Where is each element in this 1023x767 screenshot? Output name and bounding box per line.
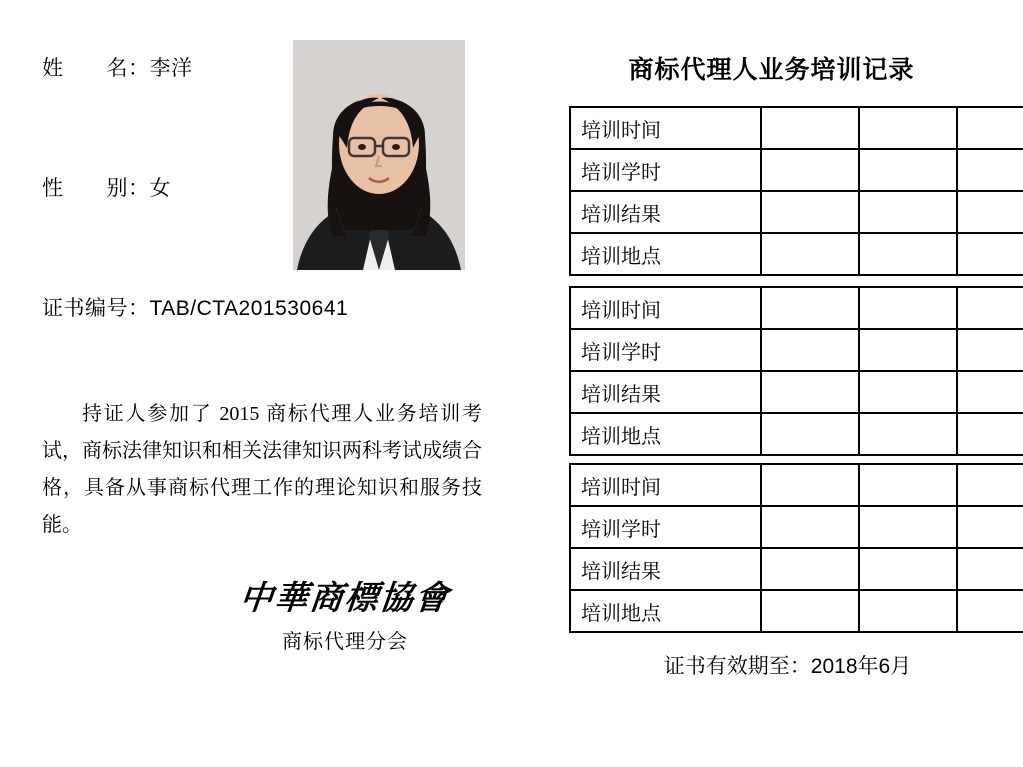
table-row	[570, 329, 1023, 371]
row-cell[interactable]	[859, 191, 957, 233]
name-label: 姓 名：	[42, 56, 150, 80]
certificate-number-value: TAB/CTA201530641	[149, 297, 349, 320]
table-row	[570, 149, 1023, 191]
seal-organization-name: 中華商標協會	[237, 578, 452, 617]
row-cell[interactable]	[859, 548, 957, 590]
row-cell[interactable]	[859, 464, 957, 506]
gender-value: 女	[149, 176, 171, 200]
row-label: 培训时间	[570, 107, 761, 149]
gender-field	[42, 172, 171, 202]
table-row	[570, 233, 1023, 275]
row-cell[interactable]	[761, 548, 859, 590]
table-row	[570, 191, 1023, 233]
row-cell[interactable]	[957, 287, 1023, 329]
row-cell[interactable]	[859, 149, 957, 191]
row-cell[interactable]	[957, 464, 1023, 506]
training-record-title: 商标代理人业务培训记录	[628, 57, 915, 84]
table-row	[570, 287, 1023, 329]
certificate-body-text: 持证人参加了 2015 商标代理人业务培训考试，商标法律知识和相关法律知识两科考试成绩合格，具备从事商标代理工作的理论知识和服务技能。	[42, 403, 482, 536]
row-cell[interactable]	[859, 590, 957, 632]
table-row	[570, 548, 1023, 590]
row-label: 培训结果	[570, 371, 761, 413]
row-cell[interactable]	[761, 590, 859, 632]
table-row	[570, 107, 1023, 149]
row-cell[interactable]	[761, 287, 859, 329]
row-cell[interactable]	[859, 107, 957, 149]
row-cell[interactable]	[957, 149, 1023, 191]
gender-label: 性 别：	[42, 176, 150, 200]
row-cell[interactable]	[761, 464, 859, 506]
avatar	[293, 40, 465, 270]
training-record-table-1	[569, 106, 1023, 276]
row-cell[interactable]	[957, 233, 1023, 275]
row-label: 培训学时	[570, 149, 761, 191]
row-cell[interactable]	[957, 107, 1023, 149]
row-cell[interactable]	[957, 371, 1023, 413]
row-cell[interactable]	[859, 413, 957, 455]
table-row	[570, 371, 1023, 413]
row-label: 培训地点	[570, 233, 761, 275]
name-field	[42, 52, 193, 82]
row-cell[interactable]	[957, 191, 1023, 233]
row-cell[interactable]	[761, 233, 859, 275]
validity-label: 证书有效期至：	[663, 654, 811, 678]
certificate-right-panel	[520, 0, 1023, 767]
row-cell[interactable]	[957, 548, 1023, 590]
row-label: 培训学时	[570, 506, 761, 548]
row-cell[interactable]	[859, 287, 957, 329]
row-label: 培训结果	[570, 191, 761, 233]
row-label: 培训地点	[570, 413, 761, 455]
table-row	[570, 590, 1023, 632]
validity-field	[569, 650, 1006, 680]
row-cell[interactable]	[859, 371, 957, 413]
certificate-number-label: 证书编号：	[42, 296, 150, 320]
row-cell[interactable]	[761, 329, 859, 371]
row-cell[interactable]	[957, 413, 1023, 455]
row-cell[interactable]	[761, 191, 859, 233]
row-cell[interactable]	[859, 233, 957, 275]
row-cell[interactable]	[761, 371, 859, 413]
row-label: 培训时间	[570, 287, 761, 329]
row-cell[interactable]	[957, 590, 1023, 632]
row-label: 培训结果	[570, 548, 761, 590]
row-cell[interactable]	[859, 329, 957, 371]
training-record-table-3	[569, 463, 1023, 633]
name-value: 李洋	[149, 56, 193, 80]
row-label: 培训地点	[570, 590, 761, 632]
row-cell[interactable]	[761, 107, 859, 149]
validity-value: 2018年6月	[810, 655, 912, 678]
row-label: 培训时间	[570, 464, 761, 506]
seal-branch-name: 商标代理分会	[282, 631, 408, 653]
table-row	[570, 464, 1023, 506]
training-record-table-2	[569, 286, 1023, 456]
row-cell[interactable]	[859, 506, 957, 548]
table-row	[570, 506, 1023, 548]
row-cell[interactable]	[957, 329, 1023, 371]
row-label: 培训学时	[570, 329, 761, 371]
portrait-photo	[293, 40, 465, 270]
row-cell[interactable]	[957, 506, 1023, 548]
certificate-number-field	[42, 292, 348, 322]
row-cell[interactable]	[761, 149, 859, 191]
table-row	[570, 413, 1023, 455]
association-seal	[230, 572, 460, 654]
row-cell[interactable]	[761, 413, 859, 455]
row-cell[interactable]	[761, 506, 859, 548]
